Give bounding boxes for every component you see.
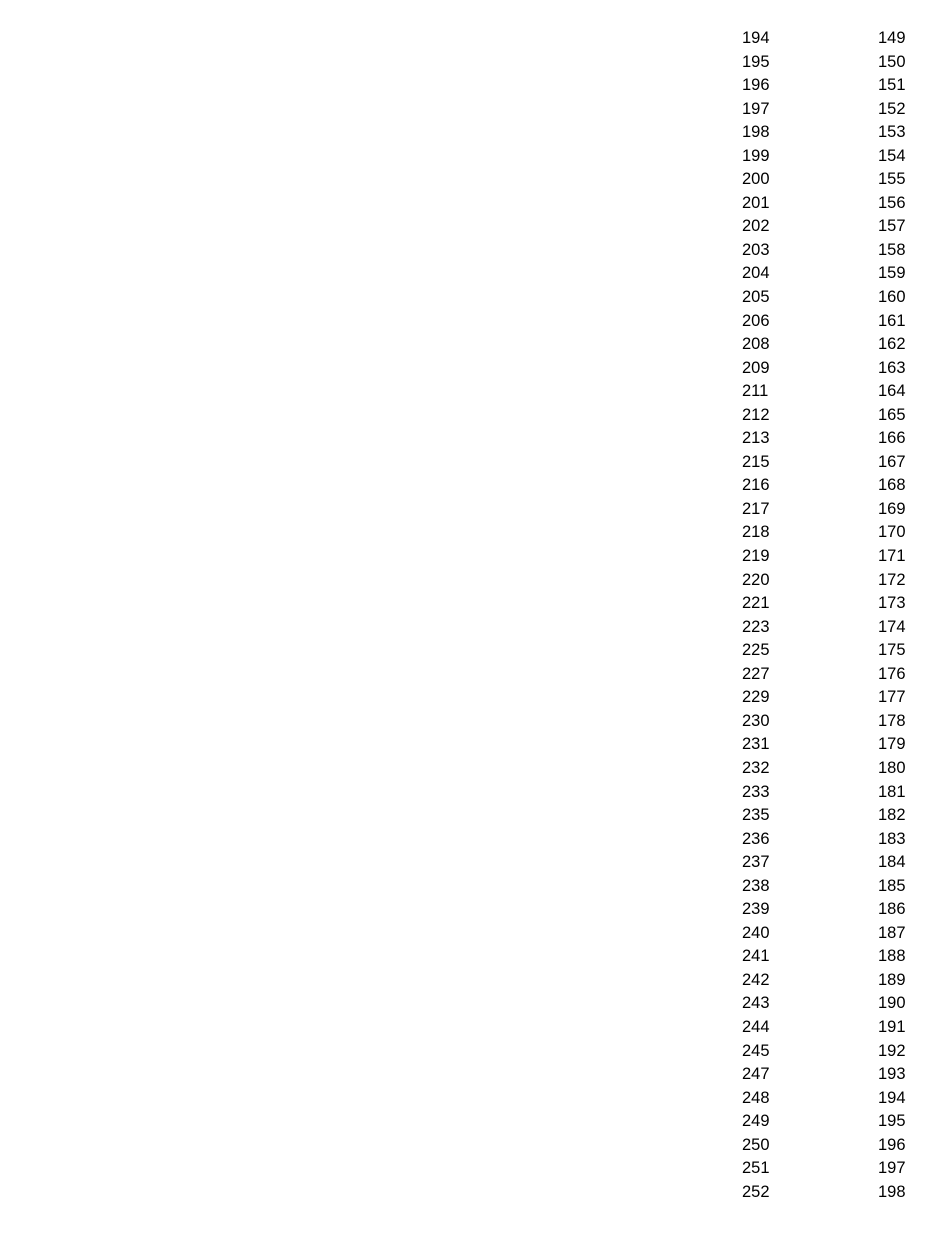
first-column-cell: 250 <box>742 1135 770 1154</box>
table-row <box>742 451 928 475</box>
second-column-cell: 191 <box>878 1017 906 1036</box>
first-column-cell: 196 <box>742 76 770 95</box>
second-column-cell: 182 <box>878 806 906 825</box>
table-row <box>742 639 928 663</box>
second-column-cell: 167 <box>878 452 906 471</box>
second-column-cell: 197 <box>878 1159 906 1178</box>
table-row <box>742 262 928 286</box>
first-column-cell: 240 <box>742 923 770 942</box>
table-body <box>742 27 928 1204</box>
table-row <box>742 51 928 75</box>
table-row <box>742 686 928 710</box>
second-column-cell: 161 <box>878 311 906 330</box>
table-row <box>742 616 928 640</box>
table-row <box>742 286 928 310</box>
first-column-cell: 227 <box>742 664 770 683</box>
first-column-cell: 220 <box>742 570 770 589</box>
table-row <box>742 192 928 216</box>
second-column-cell: 152 <box>878 99 906 118</box>
second-column-cell: 160 <box>878 288 906 307</box>
table-row <box>742 663 928 687</box>
first-column-cell: 225 <box>742 641 770 660</box>
first-column-cell: 199 <box>742 146 770 165</box>
first-column-cell: 205 <box>742 288 770 307</box>
second-column-cell: 195 <box>878 1112 906 1131</box>
first-column-cell: 201 <box>742 193 770 212</box>
table-row <box>742 427 928 451</box>
table-row <box>742 992 928 1016</box>
first-column-cell: 249 <box>742 1112 770 1131</box>
first-column-cell: 208 <box>742 335 770 354</box>
first-column-cell: 252 <box>742 1182 770 1201</box>
first-column-cell: 248 <box>742 1088 770 1107</box>
second-column-cell: 180 <box>878 758 906 777</box>
second-column-cell: 194 <box>878 1088 906 1107</box>
first-column-cell: 251 <box>742 1159 770 1178</box>
first-column-cell: 197 <box>742 99 770 118</box>
first-column-cell: 202 <box>742 217 770 236</box>
second-column-cell: 166 <box>878 429 906 448</box>
second-column-cell: 157 <box>878 217 906 236</box>
second-column-cell: 174 <box>878 617 906 636</box>
table-row <box>742 521 928 545</box>
first-column-cell: 206 <box>742 311 770 330</box>
first-column-cell: 229 <box>742 688 770 707</box>
table-row <box>742 357 928 381</box>
second-column-cell: 164 <box>878 382 906 401</box>
second-column-cell: 153 <box>878 123 906 142</box>
second-column-cell: 163 <box>878 358 906 377</box>
table-row <box>742 969 928 993</box>
table-row <box>742 74 928 98</box>
table-row <box>742 851 928 875</box>
first-column-cell: 243 <box>742 994 770 1013</box>
first-column-cell: 216 <box>742 476 770 495</box>
table-row <box>742 1087 928 1111</box>
second-column-cell: 173 <box>878 594 906 613</box>
first-column-cell: 235 <box>742 806 770 825</box>
table-row <box>742 898 928 922</box>
table-row <box>742 757 928 781</box>
table-row <box>742 710 928 734</box>
second-column-cell: 151 <box>878 76 906 95</box>
table-row <box>742 215 928 239</box>
second-column-cell: 177 <box>878 688 906 707</box>
table-row <box>742 1110 928 1134</box>
second-column-cell: 193 <box>878 1065 906 1084</box>
table-row <box>742 1157 928 1181</box>
second-column-cell: 178 <box>878 711 906 730</box>
second-column-cell: 154 <box>878 146 906 165</box>
second-column-cell: 156 <box>878 193 906 212</box>
table-row <box>742 733 928 757</box>
second-column-cell: 158 <box>878 240 906 259</box>
table-row <box>742 380 928 404</box>
table-row <box>742 474 928 498</box>
second-column-cell: 172 <box>878 570 906 589</box>
first-column-cell: 217 <box>742 499 770 518</box>
second-column-cell: 179 <box>878 735 906 754</box>
table-row <box>742 239 928 263</box>
second-column-cell: 150 <box>878 52 906 71</box>
first-column-cell: 236 <box>742 829 770 848</box>
table-row <box>742 569 928 593</box>
first-column-cell: 218 <box>742 523 770 542</box>
first-column-cell: 231 <box>742 735 770 754</box>
table-row <box>742 875 928 899</box>
second-column-cell: 171 <box>878 547 906 566</box>
first-column-cell: 233 <box>742 782 770 801</box>
first-column-cell: 211 <box>742 382 769 401</box>
table-row <box>742 945 928 969</box>
table-row <box>742 498 928 522</box>
first-column-cell: 212 <box>742 405 770 424</box>
first-column-cell: 200 <box>742 170 770 189</box>
table-row <box>742 781 928 805</box>
first-column-cell: 223 <box>742 617 770 636</box>
table-row <box>742 168 928 192</box>
first-column-cell: 239 <box>742 900 770 919</box>
first-column-cell: 247 <box>742 1065 770 1084</box>
first-column-cell: 198 <box>742 123 770 142</box>
second-column-cell: 189 <box>878 970 906 989</box>
second-column-cell: 185 <box>878 876 906 895</box>
table-row <box>742 828 928 852</box>
number-table <box>742 27 928 1204</box>
first-column-cell: 194 <box>742 29 770 47</box>
second-column-cell: 198 <box>878 1182 906 1201</box>
table-row <box>742 333 928 357</box>
first-column-cell: 204 <box>742 264 770 283</box>
second-column-cell: 149 <box>878 29 906 47</box>
table-row <box>742 592 928 616</box>
second-column-cell: 190 <box>878 994 906 1013</box>
second-column-cell: 170 <box>878 523 906 542</box>
second-column-cell: 155 <box>878 170 906 189</box>
table-row <box>742 1016 928 1040</box>
first-column-cell: 215 <box>742 452 770 471</box>
second-column-cell: 159 <box>878 264 906 283</box>
second-column-cell: 162 <box>878 335 906 354</box>
second-column-cell: 176 <box>878 664 906 683</box>
second-column-cell: 188 <box>878 947 906 966</box>
second-column-cell: 168 <box>878 476 906 495</box>
second-column-cell: 183 <box>878 829 906 848</box>
first-column-cell: 213 <box>742 429 770 448</box>
table-row <box>742 404 928 428</box>
second-column-cell: 186 <box>878 900 906 919</box>
first-column-cell: 237 <box>742 853 770 872</box>
table-row <box>742 310 928 334</box>
table-row <box>742 1134 928 1158</box>
second-column-cell: 187 <box>878 923 906 942</box>
first-column-cell: 203 <box>742 240 770 259</box>
first-column-cell: 219 <box>742 547 770 566</box>
table-row <box>742 27 928 51</box>
second-column-cell: 184 <box>878 853 906 872</box>
table-row <box>742 121 928 145</box>
table-row <box>742 98 928 122</box>
table-row <box>742 545 928 569</box>
table-row <box>742 145 928 169</box>
first-column-cell: 245 <box>742 1041 770 1060</box>
second-column-cell: 192 <box>878 1041 906 1060</box>
table-row <box>742 1063 928 1087</box>
first-column-cell: 195 <box>742 52 770 71</box>
first-column-cell: 242 <box>742 970 770 989</box>
first-column-cell: 232 <box>742 758 770 777</box>
table-row <box>742 1040 928 1064</box>
first-column-cell: 238 <box>742 876 770 895</box>
table-row <box>742 922 928 946</box>
first-column-cell: 244 <box>742 1017 770 1036</box>
second-column-cell: 181 <box>878 782 906 801</box>
first-column-cell: 241 <box>742 947 770 966</box>
first-column-cell: 221 <box>742 594 770 613</box>
second-column-cell: 169 <box>878 499 906 518</box>
first-column-cell: 230 <box>742 711 770 730</box>
second-column-cell: 175 <box>878 641 906 660</box>
table-row <box>742 1181 928 1205</box>
first-column-cell: 209 <box>742 358 770 377</box>
second-column-cell: 196 <box>878 1135 906 1154</box>
table-row <box>742 804 928 828</box>
second-column-cell: 165 <box>878 405 906 424</box>
